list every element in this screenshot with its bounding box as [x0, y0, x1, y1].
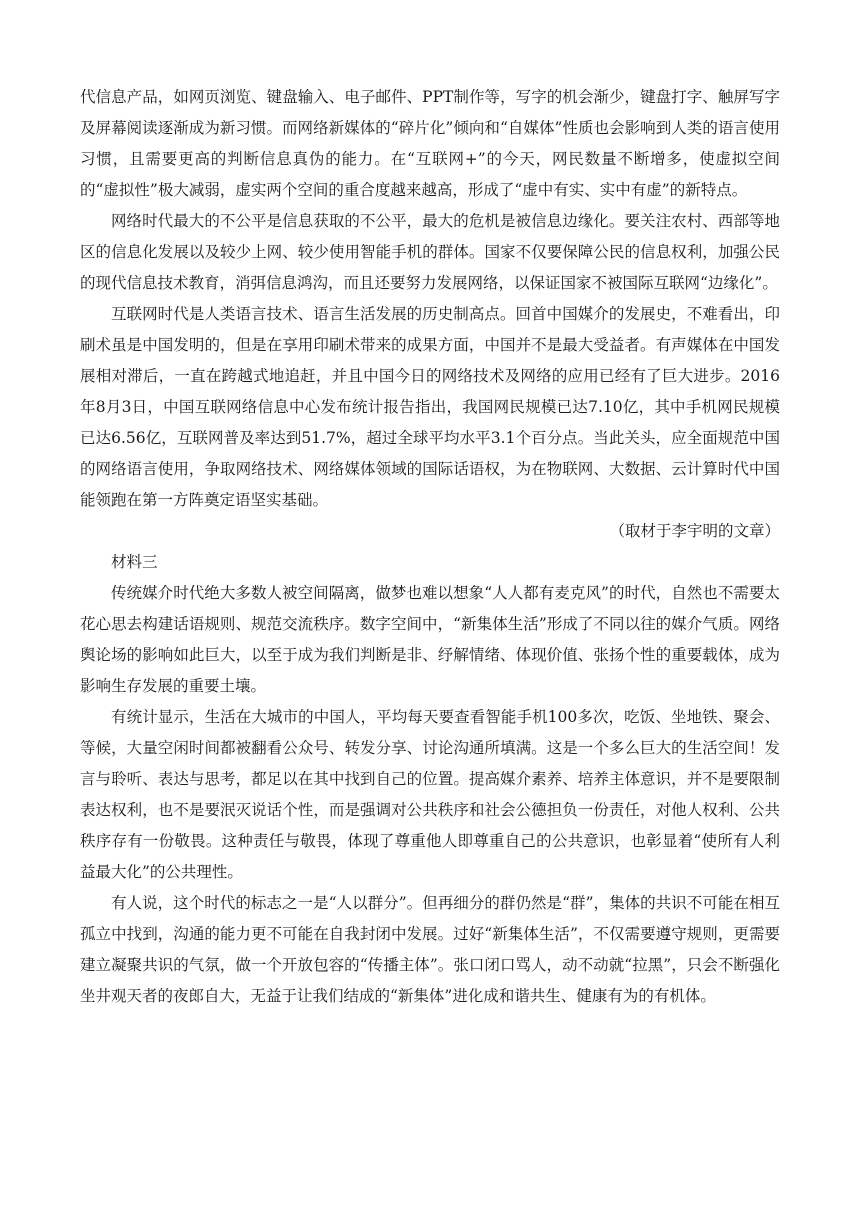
- paragraph: 互联网时代是人类语言技术、语言生活发展的历史制高点。回首中国媒介的发展史，不难看出，印刷术虽是中国发明的，但是在享用印刷术带来的成果方面，中国并不是最大受益者。有声媒体在中国发展相对滞后，一直在跨越式地追赶，并且中国今日的网络技术及网络的应用已经有了巨大进步。2016年8月3日，中国互联网络信息中心发布统计报告指出，我国网民规模已达7.10亿，其中手机网民规模已达6.56亿，互联网普及率达到51.7%，超过全球平均水平3.1个百分点。当此关头，应全面规范中国的网络语言使用，争取网络技术、网络媒体领域的国际话语权，为在物联网、大数据、云计算时代中国能领跑在第一方阵奠定语坚实基础。: [80, 305, 780, 509]
- paragraph: 有统计显示，生活在大城市的中国人，平均每天要查看智能手机100多次，吃饭、坐地铁、聚会、等候，大量空闲时间都被翻看公众号、转发分享、讨论沟通所填满。这是一个多么巨大的生活空间！发言与聆听、表达与思考，都足以在其中找到自己的位置。提高媒介素养、培养主体意识，并不是要限制表达权利，也不是要泯灭说话个性，而是强调对公共秩序和社会公德担负一份责任，对他人权利、公共秩序存有一份敬畏。这种责任与敬畏，体现了尊重他人即尊重自己的公共意识，也彰显着“使所有人利益最大化”的公共理性。: [80, 708, 780, 881]
- paragraph: 有人说，这个时代的标志之一是“人以群分”。但再细分的群仍然是“群”，集体的共识不可能在相互孤立中找到，沟通的能力更不可能在自我封闭中发展。过好“新集体生活”，不仅需要遵守规则，更需要建立凝聚共识的气氛，做一个开放包容的“传播主体”。张口闭口骂人，动不动就“拉黑”，只会不断强化坐井观天者的夜郎自大，无益于让我们结成的“新集体”进化成和谐共生、健康有为的有机体。: [80, 894, 780, 1005]
- source-note: （取材于李宇明的文章）: [609, 522, 780, 540]
- article-body: [80, 82, 780, 1012]
- paragraph: 传统媒介时代绝大多数人被空间隔离，做梦也难以想象“人人都有麦克风”的时代，自然也不需要太花心思去构建话语规则、规范交流秩序。数字空间中，“新集体生活”形成了不同以往的媒介气质。网络舆论场的影响如此巨大，以至于成为我们判断是非、纾解情绪、体现价值、张扬个性的重要载体，成为影响生存发展的重要土壤。: [80, 584, 780, 695]
- paragraph: 网络时代最大的不公平是信息获取的不公平，最大的危机是被信息边缘化。要关注农村、西部等地区的信息化发展以及较少上网、较少使用智能手机的群体。国家不仅要保障公民的信息权利，加强公民的现代信息技术教育，消弭信息鸿沟，而且还要努力发展网络，以保证国家不被国际互联网“边缘化”。: [80, 212, 780, 292]
- paragraph: 代信息产品，如网页浏览、键盘输入、电子邮件、PPT制作等，写字的机会渐少，键盘打字、触屏写字及屏幕阅读逐渐成为新习惯。而网络新媒体的“碎片化”倾向和“自媒体”性质也会影响到人类的语言使用习惯，且需要更高的判断信息真伪的能力。在“互联网+”的今天，网民数量不断增多，使虚拟空间的“虚拟性”极大减弱，虚实两个空间的重合度越来越高，形成了“虚中有实、实中有虚”的新特点。: [80, 88, 780, 199]
- section-heading: 材料三: [111, 553, 158, 571]
